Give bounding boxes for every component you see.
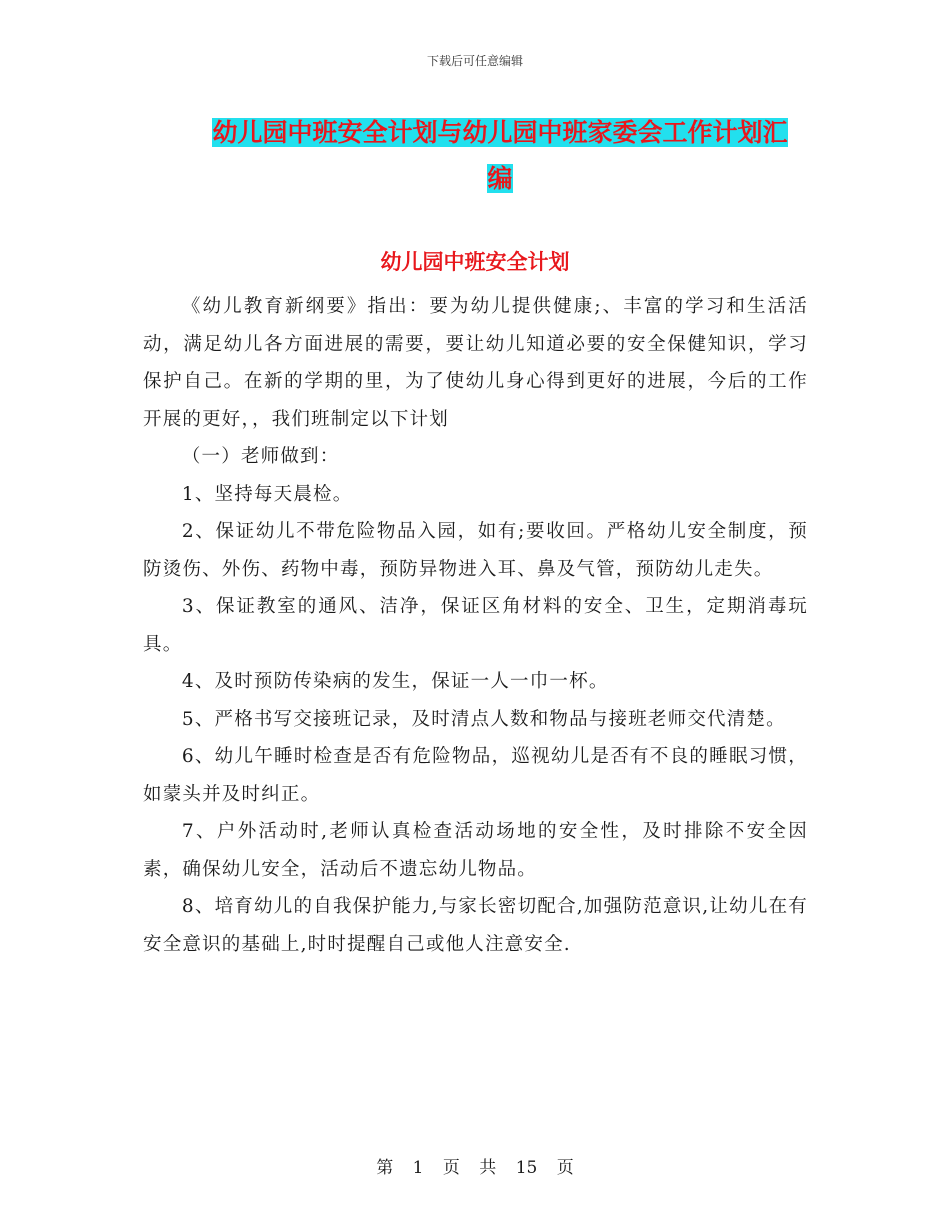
- paragraph-intro: 《幼儿教育新纲要》指出：要为幼儿提供健康;、丰富的学习和生活活动，满足幼儿各方面进展的需要，要让幼儿知道必要的安全保健知识，学习保护自己。在新的学期的里，为了使幼儿身心得到更好的进展，今后的工作开展的更好，，我们班制定以下计划: [143, 296, 808, 430]
- footer-page-number: 1: [412, 1158, 424, 1178]
- paragraph-item-6: 6、幼儿午睡时检查是否有危险物品，巡视幼儿是否有不良的睡眠习惯，如蒙头并及时纠正。: [143, 746, 808, 805]
- footer-total-prefix: 共: [479, 1158, 497, 1178]
- header-note: 下载后可任意编辑: [426, 54, 523, 68]
- document-title: [190, 110, 810, 202]
- page-footer: [0, 1153, 950, 1178]
- footer-suffix: 页: [556, 1158, 574, 1178]
- document-body: [143, 288, 808, 963]
- paragraph-item-8: 8、培育幼儿的自我保护能力,与家长密切配合,加强防范意识,让幼儿在有安全意识的基础上,时时提醒自己或他人注意安全.: [143, 896, 808, 955]
- paragraph-item-3: 3、保证教室的通风、洁净，保证区角材料的安全、卫生，定期消毒玩具。: [143, 596, 808, 655]
- document-title-line-1: 幼儿园中班安全计划与幼儿园中班家委会工作计划汇: [212, 118, 788, 147]
- paragraph-item-5: 5、严格书写交接班记录，及时清点人数和物品与接班老师交代清楚。: [181, 708, 786, 730]
- paragraph-item-7: 7、户外活动时,老师认真检查活动场地的安全性，及时排除不安全因素，确保幼儿安全，活动后不遗忘幼儿物品。: [143, 821, 808, 880]
- footer-prefix: 第: [376, 1158, 394, 1178]
- document-title-line-2: 编: [487, 164, 513, 193]
- footer-total-pages: 15: [515, 1158, 538, 1178]
- footer-page-word: 页: [442, 1158, 460, 1178]
- paragraph-item-1: 1、坚持每天晨检。: [181, 483, 353, 505]
- paragraph-heading-teacher: （一）老师做到：: [181, 446, 340, 467]
- paragraph-item-2: 2、保证幼儿不带危险物品入园，如有;要收回。严格幼儿安全制度，预防烫伤、外伤、药物中毒，预防异物进入耳、鼻及气管，预防幼儿走失。: [143, 521, 808, 580]
- paragraph-item-4: 4、及时预防传染病的发生，保证一人一巾一杯。: [181, 671, 609, 692]
- section-title: 幼儿园中班安全计划: [380, 250, 570, 274]
